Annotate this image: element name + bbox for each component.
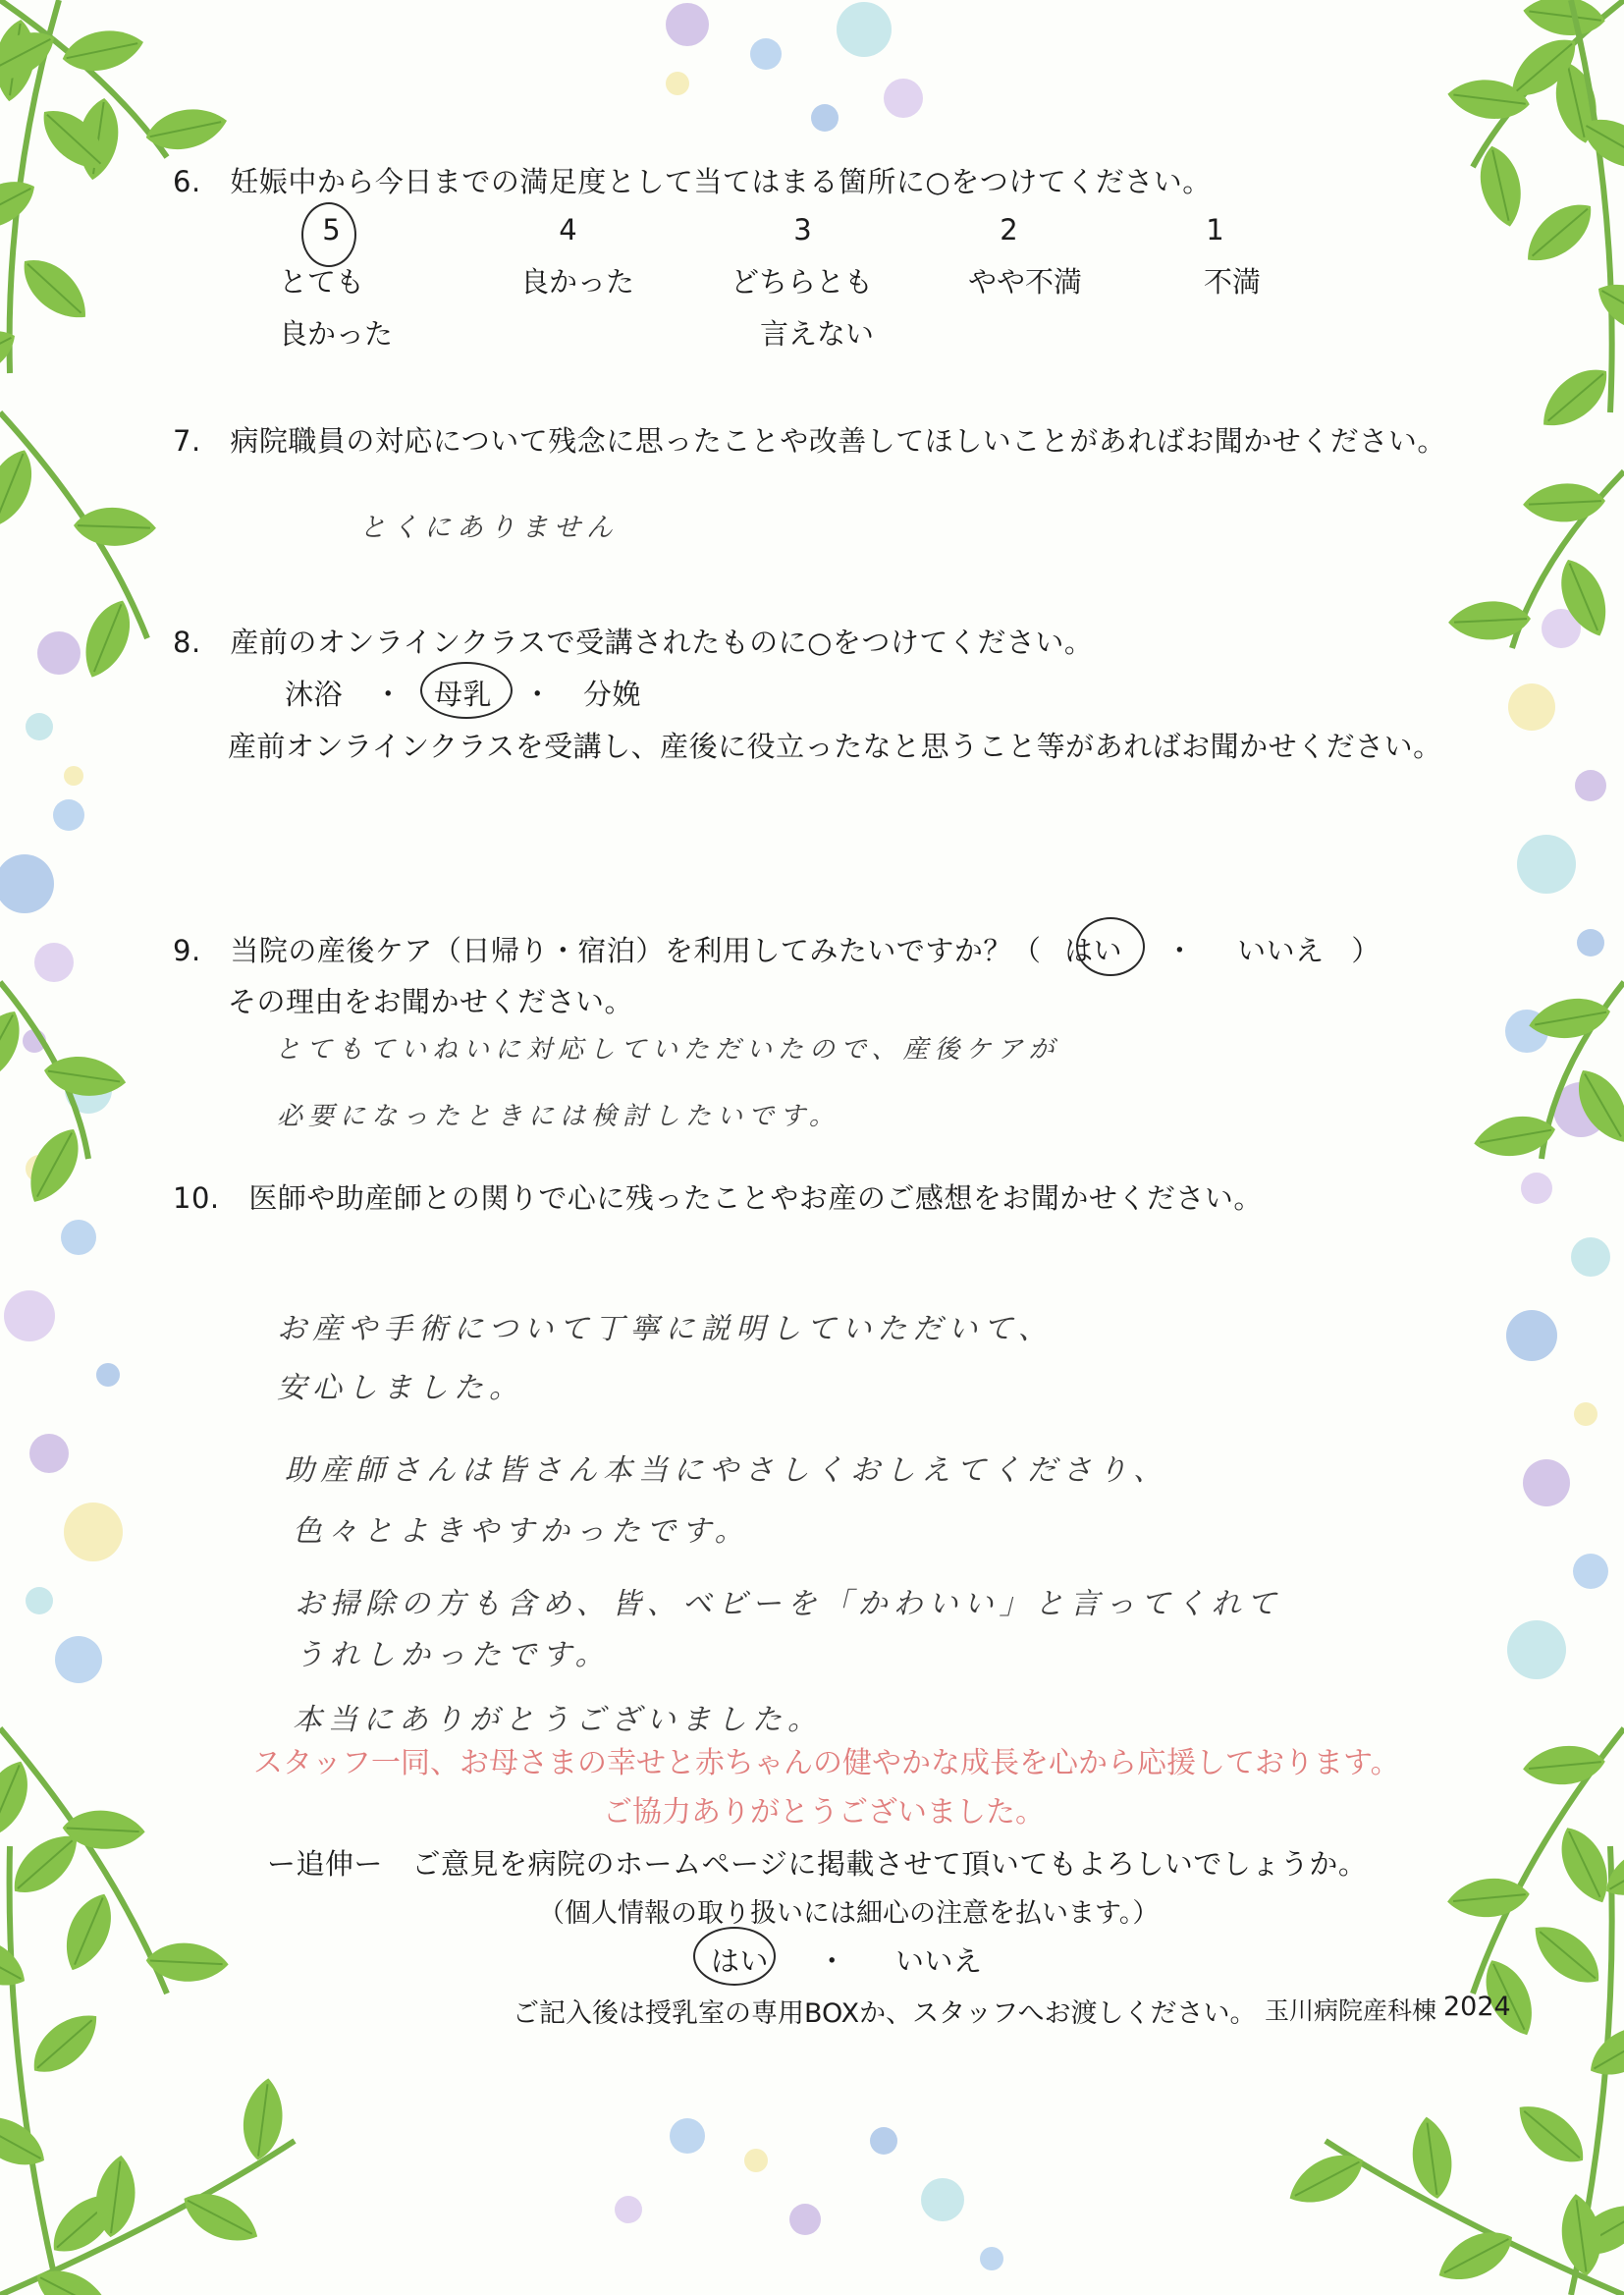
leaf-icon <box>22 2001 109 2085</box>
decorative-dot <box>1573 1554 1608 1589</box>
decorative-dot <box>1575 770 1606 801</box>
selection-circle-publish-yes <box>693 1927 776 1986</box>
decorative-dot <box>96 1363 120 1387</box>
scale-4-number[interactable]: 4 <box>559 213 577 246</box>
decorative-dot <box>1507 1620 1566 1679</box>
question-8-text: 産前のオンラインクラスで受講されたものに○をつけてください。 <box>230 626 1094 659</box>
decorative-dot <box>744 2149 768 2172</box>
decorative-dot <box>26 1587 53 1614</box>
question-7-number: 7. <box>173 424 201 458</box>
leaf-icon <box>1281 2143 1373 2215</box>
decorative-dot <box>26 713 53 740</box>
decorative-dot <box>1517 835 1576 894</box>
decorative-dot <box>53 799 84 831</box>
option-breastfeeding[interactable]: 母乳 <box>433 678 492 711</box>
question-10-number: 10. <box>173 1181 220 1215</box>
selection-circle-yes <box>1076 917 1145 976</box>
thanks-message: スタッフ一同、お母さまの幸せと赤ちゃんの健やかな成長を心から応援しております。 <box>253 1746 1400 1780</box>
option-bath[interactable]: 沐浴 <box>285 678 344 711</box>
question-10-answer-line-2: 安心しました。 <box>277 1371 524 1405</box>
submission-instruction: ご記入後は授乳室の専用BOXか、スタッフへお渡しください。 <box>513 1998 1257 2029</box>
decorative-dot <box>670 2118 705 2154</box>
selection-circle-breastfeeding <box>420 662 513 719</box>
leaf-icon <box>12 247 98 332</box>
scale-3-number[interactable]: 3 <box>793 213 812 246</box>
leaf-icon <box>1471 1111 1558 1163</box>
decorative-dot <box>615 2196 642 2223</box>
question-7-answer: とくにありません <box>359 513 619 543</box>
scale-2-number[interactable]: 2 <box>1000 213 1018 246</box>
leaf-icon <box>1521 0 1607 40</box>
scale-5-number[interactable]: 5 <box>322 213 341 246</box>
decorative-dot <box>1571 1237 1610 1277</box>
decorative-dot <box>37 631 81 675</box>
scale-1-label: 不満 <box>1204 265 1262 299</box>
scale-2-label: やや不満 <box>968 265 1083 299</box>
form-year: 2024 <box>1443 1992 1511 2022</box>
leaf-icon <box>1515 191 1602 274</box>
leaf-icon <box>176 2182 267 2254</box>
hospital-name: 玉川病院産科棟 <box>1265 1996 1437 2025</box>
option-yes[interactable]: はい <box>1064 934 1123 967</box>
privacy-note: （個人情報の取り扱いには細心の注意を払います。） <box>538 1898 1160 1929</box>
postscript-question: ー追伸ー ご意見を病院のホームページに掲載させて頂いてもよろしいでしょうか。 <box>267 1847 1368 1881</box>
decorative-dot <box>4 1290 55 1341</box>
close-paren: ） <box>1351 934 1380 967</box>
decorative-dot <box>666 3 709 46</box>
question-9-answer-line-1: とてもていねいに対応していただいたので、産後ケアが <box>275 1035 1060 1065</box>
leaf-icon <box>1431 2220 1522 2293</box>
option-separator: ・ <box>817 1944 847 1978</box>
option-separator: ・ <box>373 678 404 711</box>
decorative-dot <box>666 72 689 95</box>
question-9-text: 当院の産後ケア（日帰り・宿泊）を利用してみたいですか？（ <box>230 934 1042 967</box>
question-10-text: 医師や助産師との関りで心に残ったことやお産のご感想をお聞かせください。 <box>248 1181 1263 1215</box>
decorative-dot <box>870 2127 897 2155</box>
question-7 <box>173 419 1446 460</box>
question-10-answer-line-3: 助産師さんは皆さん本当にやさしくおしえてくださり、 <box>285 1453 1168 1488</box>
decorative-dot <box>980 2247 1003 2270</box>
scale-5-label: とても <box>279 265 365 299</box>
question-10-answer-line-7: 本当にありがとうございました。 <box>293 1703 823 1737</box>
scale-4-label: 良かった <box>520 265 635 299</box>
leaf-icon <box>1507 2093 1595 2175</box>
question-8-number: 8. <box>173 626 201 659</box>
leaf-icon <box>55 1886 123 1978</box>
leaf-icon <box>1531 356 1618 439</box>
scale-3-label: どちらとも <box>731 265 874 299</box>
decorative-dot <box>837 2 892 57</box>
question-10 <box>173 1176 1263 1217</box>
question-10-answer-line-6: うれしかったです。 <box>295 1638 611 1672</box>
leaf-icon <box>73 507 156 548</box>
decorative-dot <box>884 79 923 118</box>
decorative-dot <box>750 38 782 70</box>
question-8 <box>173 621 1093 661</box>
decorative-dot <box>64 766 83 786</box>
decorative-dot <box>1506 1310 1557 1361</box>
publish-no[interactable]: いいえ <box>894 1944 983 1978</box>
leaf-icon <box>1407 2114 1456 2201</box>
option-separator: ・ <box>522 678 553 711</box>
leaf-icon <box>0 1925 33 1998</box>
leaf-icon <box>75 593 141 683</box>
question-10-answer-line-5: お掃除の方も含め、皆、ベビーを「かわいい」と言ってくれて <box>295 1587 1282 1621</box>
option-separator: ・ <box>1164 934 1195 967</box>
leaf-icon <box>1523 1913 1610 1995</box>
question-9-reason-prompt: その理由をお聞かせください。 <box>228 985 634 1018</box>
decorative-dot <box>1574 1402 1597 1426</box>
leaf-icon <box>1522 482 1606 524</box>
decorative-dot <box>1577 929 1604 956</box>
decorative-dot <box>1508 683 1555 731</box>
question-10-answer-line-4: 色々とよきやすかったです。 <box>293 1514 750 1549</box>
decorative-dot <box>34 943 74 982</box>
question-6-text: 妊娠中から今日までの満足度として当てはまる箇所に○をつけてください。 <box>230 165 1212 198</box>
publish-yes[interactable]: はい <box>711 1944 770 1978</box>
leaf-icon <box>142 102 231 156</box>
decorative-dot <box>29 1434 69 1473</box>
decorative-dot <box>811 104 839 132</box>
decorative-dot <box>64 1503 123 1561</box>
question-9-number: 9. <box>173 934 201 967</box>
scale-3-label-2: 言えない <box>760 317 875 351</box>
scale-1-number[interactable]: 1 <box>1206 213 1224 246</box>
question-9-answer-line-2: 必要になったときには検討したいです。 <box>277 1102 840 1131</box>
leaf-icon <box>1521 1742 1606 1788</box>
question-10-answer-line-1: お産や手術について丁寧に説明していただいて、 <box>277 1312 1054 1346</box>
decorative-dot <box>1523 1459 1570 1506</box>
leaf-icon <box>1445 1875 1531 1921</box>
question-8-followup: 産前オンラインクラスを受講し、産後に役立ったなと思うこと等があればお聞かせください。 <box>228 730 1442 763</box>
question-6 <box>173 160 1212 200</box>
scale-5-label-2: 良かった <box>279 317 394 351</box>
question-7-text: 病院職員の対応について残念に思ったことや改善してほしいことがあればお聞かせください。 <box>230 424 1446 458</box>
leaf-icon <box>1589 272 1624 346</box>
option-no[interactable]: いいえ <box>1237 934 1325 967</box>
decorative-dot <box>61 1220 96 1255</box>
leaf-icon <box>59 24 147 78</box>
question-9 <box>173 929 1380 969</box>
decorative-dot <box>55 1636 102 1683</box>
option-delivery[interactable]: 分娩 <box>582 678 641 711</box>
decorative-dot <box>789 2204 821 2235</box>
question-6-number: 6. <box>173 165 201 198</box>
decorative-dot <box>0 854 54 913</box>
decorative-dot <box>1521 1173 1552 1204</box>
selection-circle-5 <box>301 202 356 267</box>
decorative-dot <box>921 2178 964 2221</box>
thanks-message-2: ご協力ありがとうございました。 <box>603 1795 1045 1830</box>
